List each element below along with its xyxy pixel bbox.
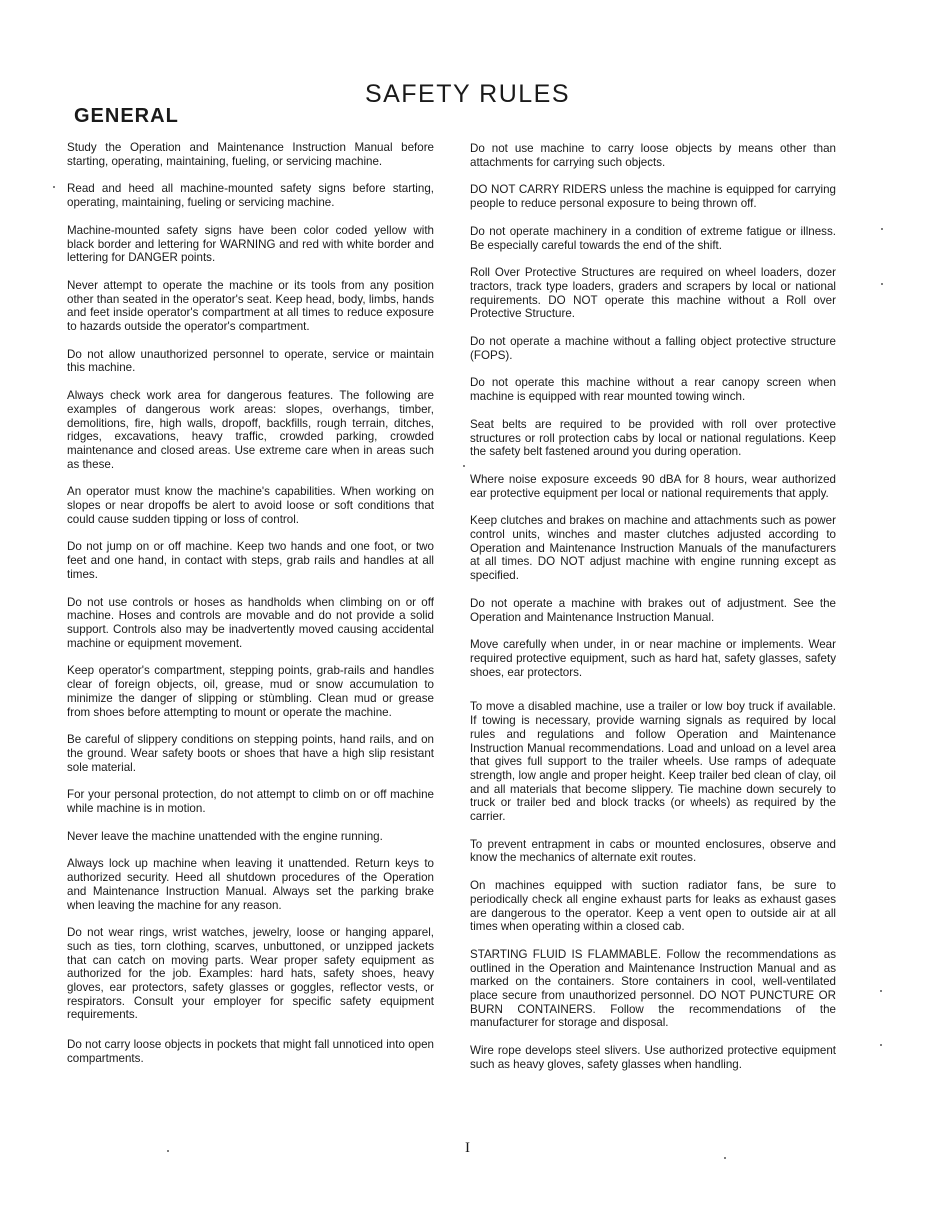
rule-paragraph: Study the Operation and Maintenance Instruction Manual before starting, operating, maintaining, fueling, or servicing machine. bbox=[67, 141, 434, 168]
rule-paragraph: Do not wear rings, wrist watches, jewelry, loose or hanging apparel, such as ties, torn clothing, scarves, unbuttoned, or unzipped jackets that can catch on moving parts. Wear proper safety equipment as authorized for the job. Examples: hard hats, safety shoes, heavy gloves, ear protectors, safety glasses or goggles, reflector vests, or respirators. Consult your employer for specific safety equipment requirements. bbox=[67, 926, 434, 1022]
scan-speck bbox=[167, 1150, 169, 1152]
rule-paragraph: Keep clutches and brakes on machine and attachments such as power control units, winches and master clutches adjusted according to Operation and Maintenance Instruction Manuals of the manufacturers at all times. DO NOT adjust machine with engine running except as specified. bbox=[470, 514, 836, 583]
rule-paragraph: Do not operate a machine without a falling object protective structure (FOPS). bbox=[470, 335, 836, 362]
rule-paragraph: Be careful of slippery conditions on stepping points, hand rails, and on the ground. Wear safety boots or shoes that have a high slip resistant sole material. bbox=[67, 733, 434, 774]
section-heading-general: GENERAL bbox=[74, 105, 179, 127]
rule-paragraph: Do not use controls or hoses as handholds when climbing on or off machine. Hoses and controls are movable and do not provide a solid support. Controls also may be inadvertently moved causing accidental machine or equipment movement. bbox=[67, 595, 434, 650]
rule-paragraph: For your personal protection, do not attempt to climb on or off machine while machine is in motion. bbox=[67, 788, 434, 816]
scan-speck bbox=[463, 465, 465, 467]
rule-paragraph: Wire rope develops steel slivers. Use authorized protective equipment such as heavy gloves, safety glasses when handling. bbox=[470, 1044, 836, 1071]
rule-paragraph: Machine-mounted safety signs have been color coded yellow with black border and lettering for WARNING and red with white border and lettering for DANGER points. bbox=[67, 223, 434, 265]
rule-paragraph: Do not use machine to carry loose objects by means other than attachments for carrying such objects. bbox=[470, 142, 836, 169]
scan-speck bbox=[880, 990, 882, 992]
rule-paragraph: Do not allow unauthorized personnel to operate, service or maintain this machine. bbox=[67, 347, 434, 375]
rule-paragraph: Where noise exposure exceeds 90 dBA for 8 hours, wear authorized ear protective equipment per local or national requirements that apply. bbox=[470, 472, 836, 500]
rule-paragraph: An operator must know the machine's capabilities. When working on slopes or near dropoffs be alert to avoid loose or soft conditions that could cause sudden tipping or loss of control. bbox=[67, 485, 434, 526]
rule-paragraph: Read and heed all machine-mounted safety signs before starting, operating, maintaining, fueling or servicing machine. bbox=[67, 182, 434, 210]
rule-paragraph: Always check work area for dangerous features. The following are examples of dangerous work areas: slopes, overhangs, timber, demolitions, fire, high walls, dropoff, backfills, rough terrain, ditches, ridges, excavations, heavy traffic, crowded parking, crowded maintenance and closed areas. Use extreme care when in areas such as these. bbox=[67, 389, 434, 471]
page-number: I bbox=[465, 1140, 470, 1156]
rule-paragraph: Roll Over Protective Structures are required on wheel loaders, dozer tractors, track type loaders, graders and scrapers by local or national requirements. DO NOT operate this machine without a Roll over Protective Structure. bbox=[470, 266, 836, 321]
scan-speck bbox=[881, 283, 883, 285]
right-column bbox=[470, 142, 836, 1072]
rule-paragraph: Never attempt to operate the machine or its tools from any position other than seated in the operator's seat. Keep head, body, limbs, hands and feet inside operator's compartment at all times to reduce exposure to hazards outside the operator's compartment. bbox=[67, 278, 434, 334]
scan-speck bbox=[724, 1157, 726, 1159]
rule-paragraph: Move carefully when under, in or near machine or implements. Wear required protective equipment, such as hard hat, safety glasses, safety shoes, ear protectors. bbox=[470, 638, 836, 679]
rule-paragraph: On machines equipped with suction radiator fans, be sure to periodically check all engine exhaust parts for leaks as exhaust gases are dangerous to the operator. Keep a vent open to outside air at all times when operating within a closed cab. bbox=[470, 879, 836, 934]
rule-paragraph: Always lock up machine when leaving it unattended. Return keys to authorized security. Heed all shutdown procedures of the Operation and Maintenance Instruction Manual. Always set the parking brake when leaving the machine for any reason. bbox=[67, 857, 434, 912]
scan-speck bbox=[880, 1044, 882, 1046]
rule-paragraph: Do not operate this machine without a rear canopy screen when machine is equipped with rear mounted towing winch. bbox=[470, 376, 836, 404]
rule-paragraph: Do not operate machinery in a condition of extreme fatigue or illness. Be especially careful towards the end of the shift. bbox=[470, 224, 836, 252]
rule-paragraph: Do not jump on or off machine. Keep two hands and one foot, or two feet and one hand, in contact with steps, grab rails and handles at all times. bbox=[67, 540, 434, 581]
rule-paragraph: Keep operator's compartment, stepping points, grab-rails and handles clear of foreign objects, oil, grease, mud or snow accumulation to minimize the danger of slipping or stùmbling. Clean mud or grease from shoes before attempting to mount or operate the machine. bbox=[67, 664, 434, 719]
scan-speck bbox=[53, 186, 55, 188]
rule-paragraph: Never leave the machine unattended with the engine running. bbox=[67, 829, 383, 843]
rule-paragraph: Do not operate a machine with brakes out of adjustment. See the Operation and Maintenance Instruction Manual. bbox=[470, 596, 836, 624]
rule-paragraph: To move a disabled machine, use a trailer or low boy truck if available. If towing is necessary, provide warning signals as required by local rules and regulations and follow Operation and Maintenance Instruction Manual recommendations. Load and unload on a level area that gives full support to the trailer wheels. Use ramps of adequate strength, low angle and proper height. Keep trailer bed clean of clay, oil and all materials that become slippery. Tie machine down securely to truck or trailer bed and block tracks (or wheels) as required by the carrier. bbox=[470, 700, 836, 824]
rule-paragraph: STARTING FLUID IS FLAMMABLE. Follow the recommendations as outlined in the Operation and Maintenance Instruction Manual and as marked on the containers. Store containers in cool, well-ventilated place secure from unauthorized personnel. DO NOT PUNCTURE OR BURN CONTAINERS. Follow the recommendations of the manufacturer for storage and disposal. bbox=[470, 947, 836, 1030]
rule-paragraph: DO NOT CARRY RIDERS unless the machine is equipped for carrying people to reduce personal exposure to being thrown off. bbox=[470, 183, 836, 211]
page-title: SAFETY RULES bbox=[364, 80, 571, 108]
scan-speck bbox=[881, 228, 883, 230]
rule-paragraph: To prevent entrapment in cabs or mounted enclosures, observe and know the mechanics of alternate exit routes. bbox=[470, 837, 836, 865]
rule-paragraph: Seat belts are required to be provided with roll over protective structures or roll protection cabs by local or national regulations. Keep the safety belt fastened around you during operation. bbox=[470, 417, 836, 459]
left-column bbox=[67, 141, 434, 1066]
rule-paragraph: Do not carry loose objects in pockets that might fall unnoticed into open compartments. bbox=[67, 1038, 434, 1065]
